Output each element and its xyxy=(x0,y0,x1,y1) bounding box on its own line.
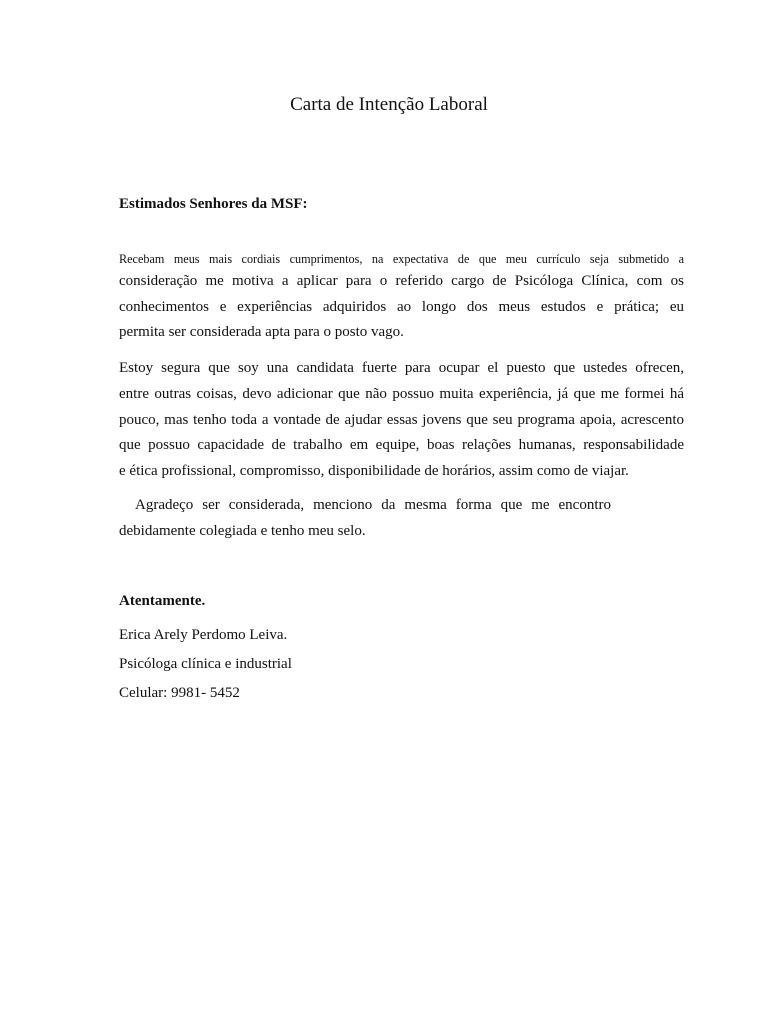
letter-title: Carta de Intenção Laboral xyxy=(290,94,488,115)
paragraph-2-line: pouco, mas tenho toda a vontade de ajudar essas jovens que seu programa apoia, acrescento xyxy=(119,411,684,428)
signature-phone: Celular: 9981- 5452 xyxy=(119,685,240,701)
paragraph-2 xyxy=(119,356,684,485)
paragraph-2-line: Estoy segura que soy una candidata fuerte para ocupar el puesto que ustedes ofrecen, xyxy=(119,360,684,376)
paragraph-3-line: debidamente colegiada e tenho meu selo. xyxy=(119,522,366,539)
paragraph-1-line: permita ser considerada apta para o posto vago. xyxy=(119,324,404,340)
salutation: Estimados Senhores da MSF: xyxy=(119,196,308,212)
paragraph-2-line: entre outras coisas, devo adicionar que não possuo muita experiência, já que me formei há xyxy=(119,385,684,402)
paragraph-1-line: Recebam meus mais cordiais cumprimentos, na expectativa de que meu currículo seja submetido a xyxy=(119,252,684,266)
closing: Atentamente. xyxy=(119,593,206,609)
paragraph-1-line: conhecimentos e experiências adquiridos ao longo dos meus estudos e prática; eu xyxy=(119,298,684,315)
signature-name: Erica Arely Perdomo Leiva. xyxy=(119,627,288,643)
paragraph-3-line: Agradeço ser considerada, menciono da mesma forma que me encontro xyxy=(135,497,611,513)
paragraph-1 xyxy=(119,249,684,346)
paragraph-2-line: que possuo capacidade de trabalho em equipe, boas relações humanas, responsabilidade xyxy=(119,437,684,454)
paragraph-1-line: consideração me motiva a aplicar para o referido cargo de Psicóloga Clínica, com os xyxy=(119,273,684,289)
signature-role: Psicóloga clínica e industrial xyxy=(119,656,292,672)
paragraph-2-line: e ética profissional, compromisso, disponibilidade de horários, assim como de viajar. xyxy=(119,463,629,480)
paragraph-3 xyxy=(119,493,611,544)
